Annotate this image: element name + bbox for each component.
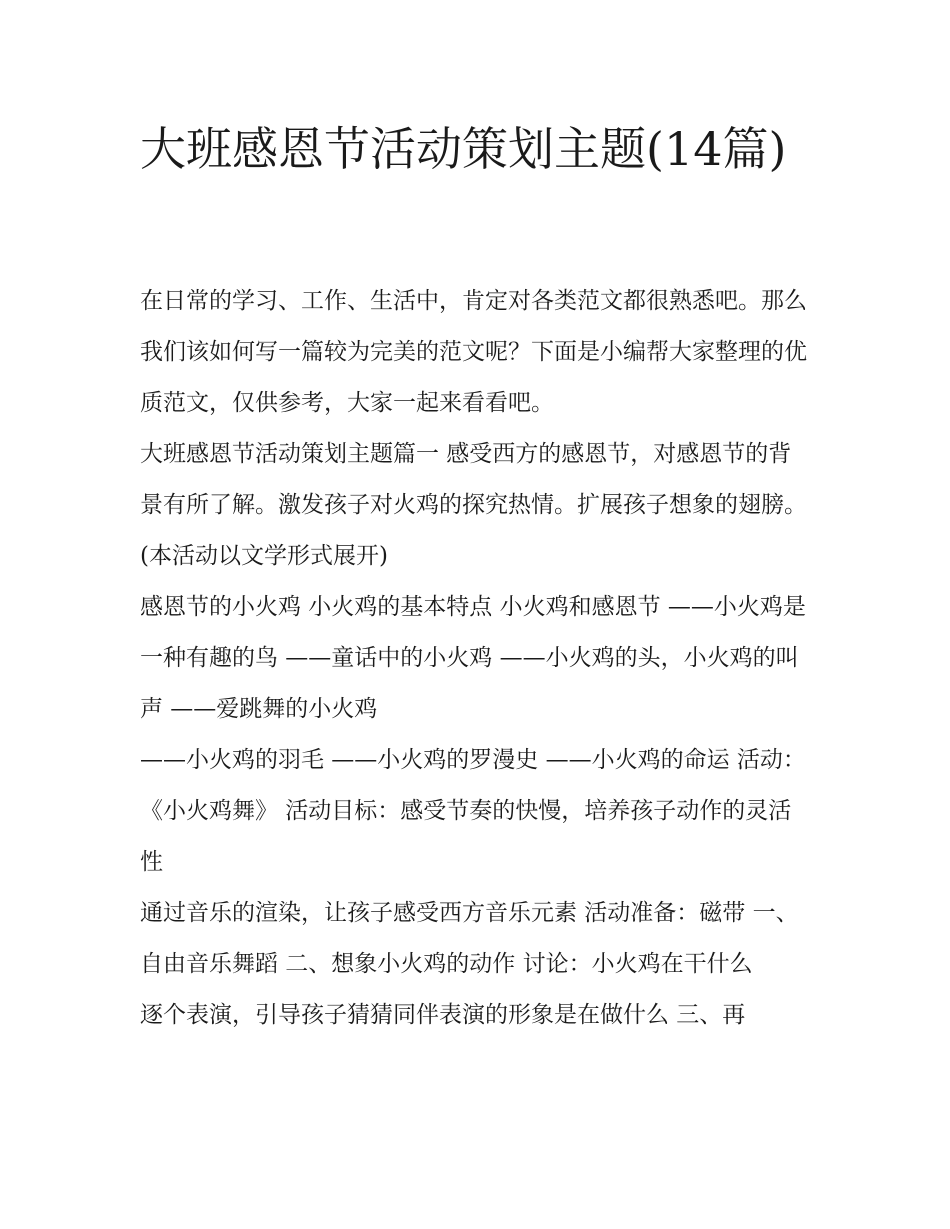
paragraph-article-one: 大班感恩节活动策划主题篇一 感受西方的感恩节，对感恩节的背景有所了解。激发孩子对火鸡的探究热情。扩展孩子想象的翅膀。 (本活动以文学形式展开): [140, 441, 807, 569]
paragraph-preparation: 通过音乐的渲染，让孩子感受西方音乐元素 活动准备：磁带 一、自由音乐舞蹈 二、想象小火鸡的动作 讨论：小火鸡在干什么: [140, 900, 799, 977]
paragraph-activity: ——小火鸡的羽毛 ——小火鸡的罗漫史 ——小火鸡的命运 活动：《小火鸡舞》 活动目标：感受节奏的快慢，培养孩子动作的灵活性: [140, 747, 806, 875]
document-body: [140, 276, 812, 1041]
paragraph-performance: 逐个表演，引导孩子猜猜同伴表演的形象是在做什么 三、再: [140, 1002, 746, 1028]
paragraph-outline: 感恩节的小火鸡 小火鸡的基本特点 小火鸡和感恩节 ——小火鸡是一种有趣的鸟 ——童话中的小火鸡 ——小火鸡的头，小火鸡的叫声 ——爱跳舞的小火鸡: [140, 594, 806, 722]
document-title: 大班感恩节活动策划主题(14篇): [140, 122, 787, 176]
paragraph-intro: 在日常的学习、工作、生活中，肯定对各类范文都很熟悉吧。那么我们该如何写一篇较为完美的范文呢？下面是小编帮大家整理的优质范文，仅供参考，大家一起来看看吧。: [140, 288, 807, 416]
